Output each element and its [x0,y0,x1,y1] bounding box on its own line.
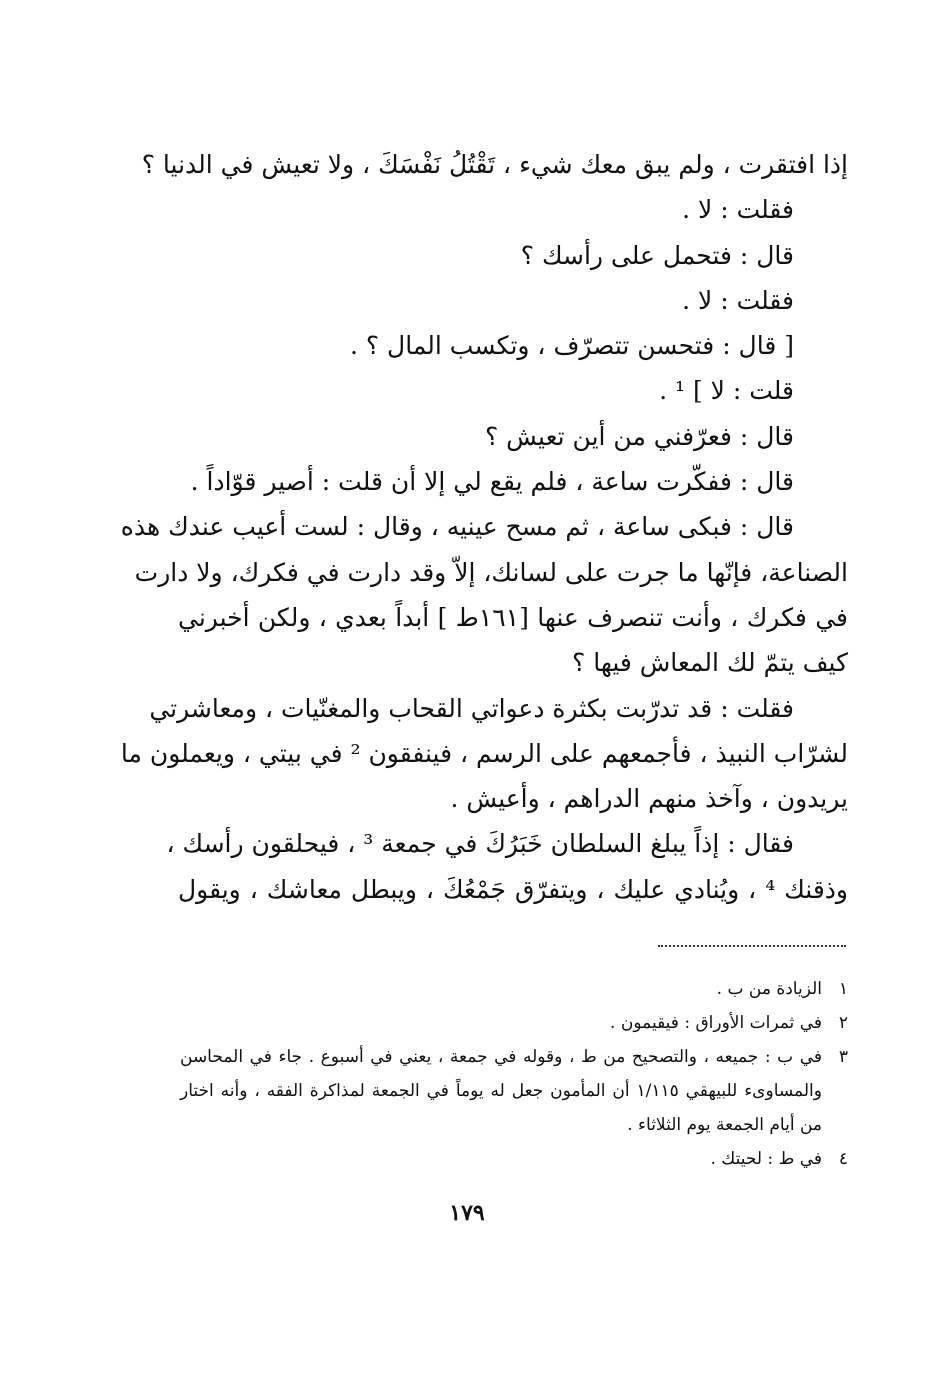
footnote [180,972,848,1006]
text-line: يريدون ، وآخذ منهم الدراهم ، وأعيش . [450,784,848,814]
footnote [180,1006,848,1040]
footnote-text: الزيادة من ب . [716,979,822,999]
text-line: قال : فبكى ساعة ، ثم مسح عينيه ، وقال : لست أعيب عندك هذه [120,512,794,542]
text-line: الصناعة، فإنّها ما جرت على لسانك، إلاّ وقد دارت في فكرك، ولا دارت [134,557,848,587]
text-line: فقلت : لا . [682,195,794,225]
text-line: قال : فعرّفني من أين تعيش ؟ [484,421,794,451]
footnote-text: في ثمرات الأوراق : فيقيمون . [610,1013,822,1033]
footnote-separator [658,945,846,947]
text-line: في فكرك ، وأنت تنصرف عنها [١٦١ط ] أبداً بعدي ، ولكن أخبرني [178,602,848,632]
text-line: [ قال : فتحسن تتصرّف ، وتكسب المال ؟ . [349,331,794,361]
text-line: إذا افتقرت ، ولم يبق معك شيء ، تَقْتُلُ نَفْسَكَ ، ولا تعيش في الدنيا ؟ [141,150,848,179]
text-line: قال : فتحمل على رأسك ؟ [520,240,794,270]
footnote-text: في ط : لحيتك . [710,1149,822,1169]
footnote-text: في ب : جميعه ، والتصحيح من ط ، وقوله في جمعة ، يعني في أسبوع . جاء في المحاسن والمساوىء للبيهقي ١/١١٥ أن المأمون جعل له يوماً في الجمعة لمذاكرة الفقه ، وأنه اختار من أيام الجمعة يوم الثلاثاء . [180,1047,822,1135]
footnotes [180,972,848,1176]
text-line: فقال : إذاً يبلغ السلطان خَبَرُكَ في جمعة ³ ، فيحلقون رأسك ، [166,829,794,859]
text-line: فقلت : قد تدرّبت بكثرة دعواتي القحاب والمغنّيات ، ومعاشرتي [149,693,794,723]
footnote-number: ٢ [838,1013,848,1033]
body-text [120,142,848,912]
footnote [180,1040,848,1142]
text-line: قلت : لا ] ¹ . [659,376,794,406]
text-line: قال : ففكّرت ساعة ، فلم يقع لي إلا أن قلت : أصير قوّاداً . [190,467,794,497]
text-line: فقلت : لا . [682,285,794,315]
footnote-number: ٣ [838,1047,848,1067]
text-line: كيف يتمّ لك المعاش فيها ؟ [571,648,848,678]
text-line: وذقنك ⁴ ، ويُنادي عليك ، ويتفرّق جَمْعُكَ ، ويبطل معاشك ، ويقول [178,874,848,904]
footnote-number: ٤ [838,1149,848,1169]
footnote-number: ١ [838,979,848,999]
text-line: لشرّاب النبيذ ، فأجمعهم على الرسم ، فينفقون ² في بيتي ، ويعملون ما [120,738,848,768]
page-number: ١٧٩ [449,1200,485,1226]
footnote [180,1142,848,1176]
